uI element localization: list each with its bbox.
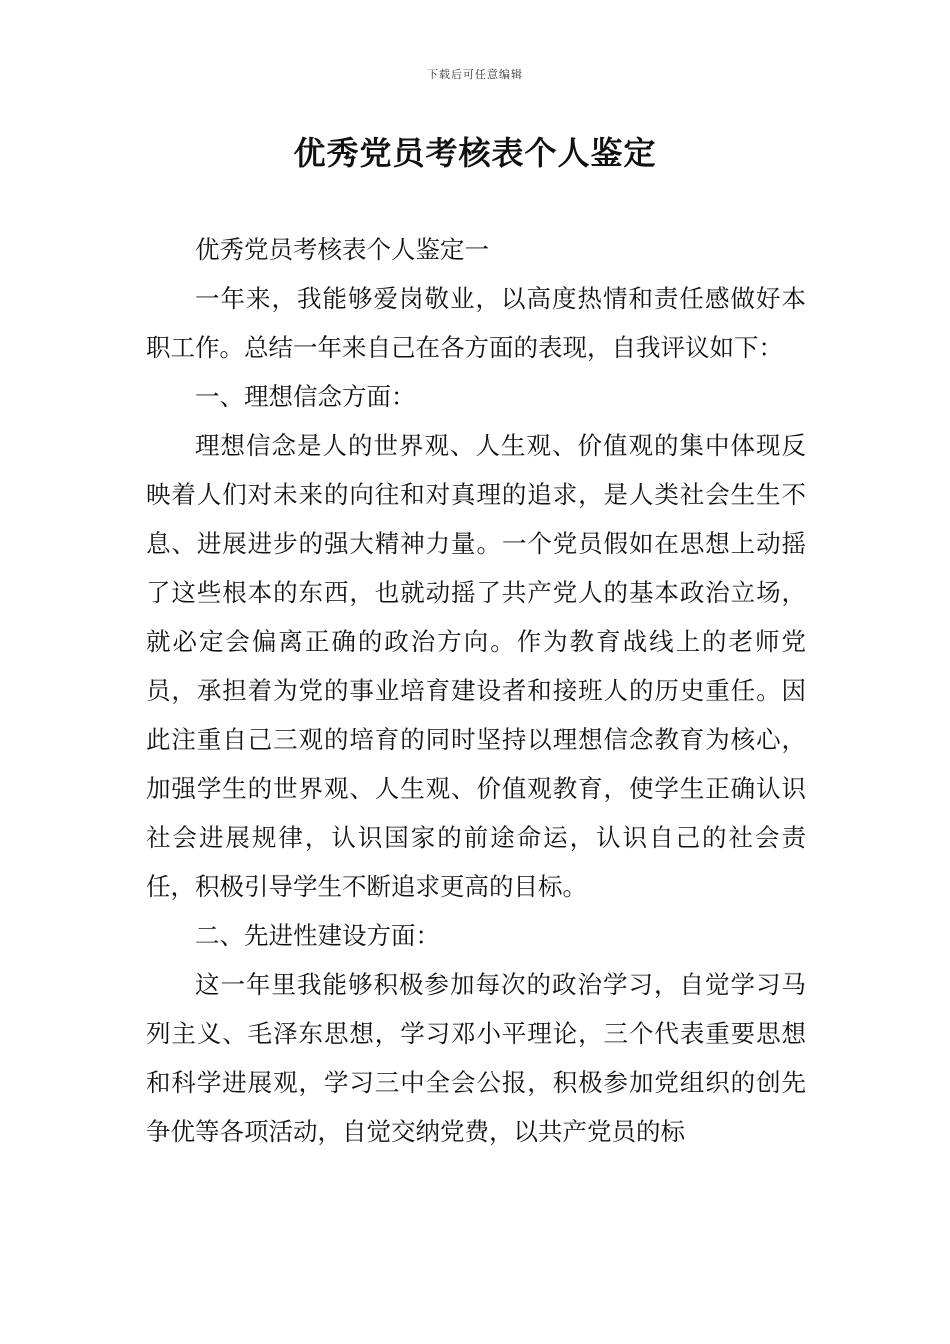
document-body [146,225,806,1156]
paragraph-subtitle: 优秀党员考核表个人鉴定一 [195,235,489,264]
paragraph-advancement: 这一年里我能够积极参加每次的政治学习，自觉学习马列主义、毛泽东思想，学习邓小平理论，三个代表重要思想和科学进展观，学习三中全会公报，积极参加党组织的创先争优等各项活动，自觉交纳党费，以共产党员的标 [146,970,806,1146]
section-heading-advancement: 二、先进性建设方面： [195,921,440,950]
paragraph-intro: 一年来，我能够爱岗敬业，以高度热情和责任感做好本职工作。总结一年来自己在各方面的表现，自我评议如下： [146,284,806,362]
header-note: 下载后可任意编辑 [427,68,523,81]
paragraph-ideals: 理想信念是人的世界观、人生观、价值观的集中体现反映着人们对未来的向往和对真理的追求，是人类社会生生不息、进展进步的强大精神力量。一个党员假如在思想上动摇了这些根本的东西，也就动摇了共产党人的基本政治立场，就必定会偏离正确的政治方向。作为教育战线上的老师党员，承担着为党的事业培育建设者和接班人的历史重任。因此注重自己三观的培育的同时坚持以理想信念教育为核心，加强学生的世界观、人生观、价值观教育，使学生正确认识社会进展规律，认识国家的前途命运，认识自己的社会责任，积极引导学生不断追求更高的目标。 [146,431,806,901]
document-title: 优秀党员考核表个人鉴定 [293,134,657,172]
section-heading-ideals: 一、理想信念方面： [195,382,416,411]
